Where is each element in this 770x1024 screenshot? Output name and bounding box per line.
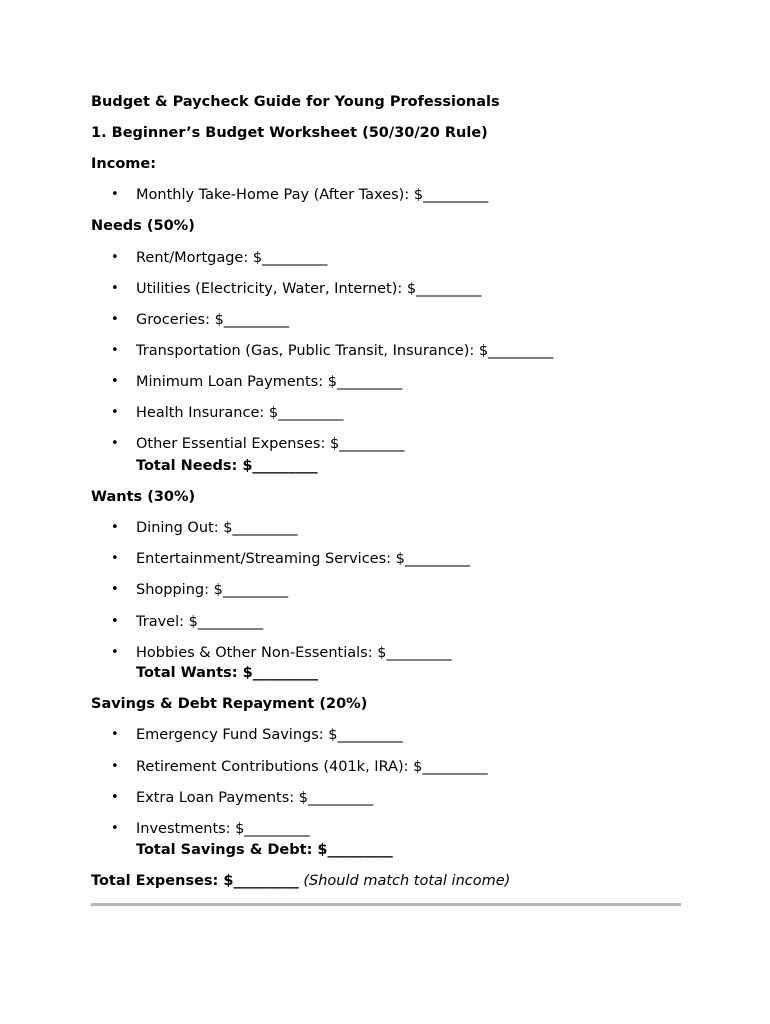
wants-total: Total Wants: $_________: [136, 665, 318, 681]
wants-item-hobbies: Hobbies & Other Non-Essentials: $_________: [136, 645, 452, 661]
bullet-icon: •: [111, 520, 119, 535]
section-heading: 1. Beginner’s Budget Worksheet (50/30/20 Rule): [91, 125, 488, 141]
horizontal-rule: [91, 903, 681, 906]
bullet-icon: •: [111, 727, 119, 742]
bullet-icon: •: [111, 374, 119, 389]
needs-item-utilities: Utilities (Electricity, Water, Internet): $_________: [136, 281, 482, 297]
needs-item-other-essential: Other Essential Expenses: $_________: [136, 436, 405, 452]
bullet-icon: •: [111, 645, 119, 660]
savings-item-investments: Investments: $_________: [136, 821, 310, 837]
total-expenses-line: [91, 872, 510, 890]
wants-item-entertainment: Entertainment/Streaming Services: $_________: [136, 551, 471, 567]
bullet-icon: •: [111, 790, 119, 805]
wants-item-shopping: Shopping: $_________: [136, 582, 289, 598]
bullet-icon: •: [111, 250, 119, 265]
bullet-icon: •: [111, 343, 119, 358]
bullet-icon: •: [111, 187, 119, 202]
needs-item-transportation: Transportation (Gas, Public Transit, Insurance): $_________: [136, 343, 554, 359]
needs-total: Total Needs: $_________: [136, 458, 318, 474]
income-item-take-home: Monthly Take-Home Pay (After Taxes): $_________: [136, 187, 489, 203]
needs-item-health-insurance: Health Insurance: $_________: [136, 405, 344, 421]
savings-heading: Savings & Debt Repayment (20%): [91, 696, 368, 712]
total-expenses-note: (Should match total income): [303, 873, 511, 889]
needs-heading: Needs (50%): [91, 218, 195, 234]
bullet-icon: •: [111, 312, 119, 327]
document-title: Budget & Paycheck Guide for Young Professionals: [91, 94, 500, 110]
bullet-icon: •: [111, 821, 119, 836]
wants-heading: Wants (30%): [91, 489, 196, 505]
total-expenses-label: Total Expenses: $_________: [91, 873, 299, 889]
bullet-icon: •: [111, 405, 119, 420]
needs-item-loan-payments: Minimum Loan Payments: $_________: [136, 374, 403, 390]
bullet-icon: •: [111, 281, 119, 296]
bullet-icon: •: [111, 582, 119, 597]
wants-item-travel: Travel: $_________: [136, 614, 264, 630]
savings-item-retirement: Retirement Contributions (401k, IRA): $_________: [136, 759, 488, 775]
bullet-icon: •: [111, 614, 119, 629]
bullet-icon: •: [111, 436, 119, 451]
needs-item-groceries: Groceries: $_________: [136, 312, 290, 328]
wants-item-dining: Dining Out: $_________: [136, 520, 298, 536]
needs-item-rent: Rent/Mortgage: $_________: [136, 250, 328, 266]
savings-item-emergency: Emergency Fund Savings: $_________: [136, 727, 403, 743]
bullet-icon: •: [111, 759, 119, 774]
income-heading: Income:: [91, 156, 157, 172]
savings-item-extra-loan: Extra Loan Payments: $_________: [136, 790, 374, 806]
savings-total: Total Savings & Debt: $_________: [136, 842, 393, 858]
bullet-icon: •: [111, 551, 119, 566]
